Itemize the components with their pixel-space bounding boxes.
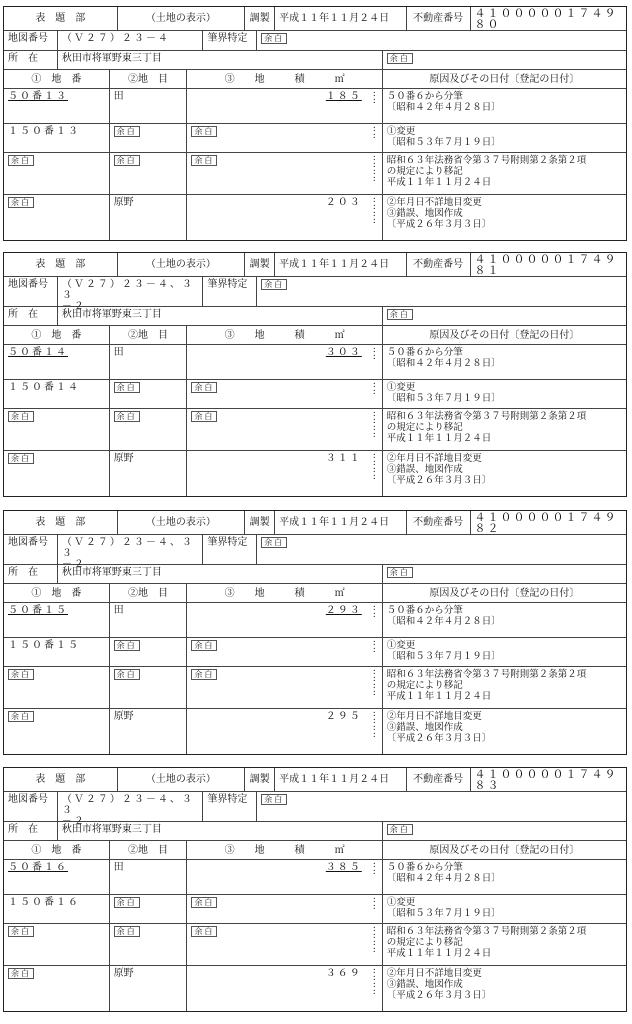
prepared-label: 調製: [245, 7, 275, 30]
record-header: [4, 511, 626, 535]
colon-marks: : : : :: [372, 709, 376, 740]
entry-row: [4, 345, 626, 380]
lot-number: [4, 966, 110, 1011]
prepared-date: 平成１１年１１月２４日: [275, 768, 407, 791]
blank-stamp: 余白: [8, 926, 34, 937]
colon-marks: : : : :: [372, 667, 376, 698]
land-area-cell: [187, 895, 382, 923]
blank-stamp: 余白: [191, 669, 217, 680]
column-header-row: [4, 584, 626, 603]
lot-number: [4, 195, 110, 240]
land-category: [110, 667, 188, 708]
real-estate-no-label: 不動産番号: [407, 768, 471, 791]
land-area: ３８５: [325, 862, 362, 873]
blank-stamp: 余白: [8, 155, 34, 166]
prepared-label: 調製: [245, 253, 275, 276]
real-estate-no: ４１０００００１７４９８１: [474, 252, 618, 277]
column-header-row: [4, 326, 626, 345]
entry-row: [4, 195, 626, 240]
blank-stamp: 余白: [8, 711, 34, 722]
lot-number: [4, 451, 110, 496]
col-cause: 原因及びその日付〔登記の日付〕: [429, 73, 580, 85]
blank-stamp: 余白: [261, 33, 287, 44]
cause-and-date: 昭和６３年法務省令第３７号附則第２条第２項 の規定により移記 平成１１年１１月２４日: [386, 926, 587, 959]
subtitle-label: （土地の表示）: [118, 768, 246, 791]
boundary-label: 筆界特定: [203, 535, 257, 564]
register-record: [3, 6, 627, 241]
lot-number: [4, 667, 110, 708]
entry-row: [4, 709, 626, 754]
cause-and-date: ②年月日不詳地目変更 ③錯誤、地図作成 〔平成２６年３月３日〕: [386, 711, 492, 744]
column-header-row: [4, 70, 626, 89]
map-no: （Ｖ２７）２３－４、３３ －２: [58, 277, 204, 306]
cause-and-date: ①変更 〔昭和５３年７月１９日〕: [386, 897, 501, 919]
entry-row: [4, 860, 626, 895]
title-label: 表 題 部: [4, 7, 118, 30]
blank-stamp: 余白: [8, 968, 34, 979]
colon-marks: : :: [372, 860, 376, 877]
colon-marks: : : : :: [372, 966, 376, 997]
colon-marks: : :: [372, 380, 376, 397]
entry-row: [4, 153, 626, 195]
cause-and-date: ②年月日不詳地目変更 ③錯誤、地図作成 〔平成２６年３月３日〕: [386, 968, 492, 1001]
lot-number: ５０番１４: [4, 345, 110, 379]
col-category: ②地 目: [110, 70, 188, 88]
land-area-cell: [187, 380, 382, 408]
colon-marks: : : : :: [372, 195, 376, 226]
map-row: [4, 792, 626, 827]
colon-marks: : :: [372, 89, 376, 106]
record-header: [4, 7, 626, 31]
land-category: 田: [110, 89, 188, 123]
colon-marks: : : : :: [372, 409, 376, 440]
map-no-label: 地図番号: [4, 277, 58, 306]
blank-stamp: 余白: [8, 197, 34, 208]
map-no-label: 地図番号: [4, 31, 58, 50]
col-area: ③ 地 積 ㎡: [187, 326, 382, 344]
blank-stamp: 余白: [191, 897, 217, 908]
blank-stamp: 余白: [261, 537, 287, 548]
land-category: [110, 638, 188, 666]
register-record: [3, 510, 627, 755]
blank-stamp: 余白: [114, 640, 140, 651]
blank-stamp: 余白: [8, 453, 34, 464]
lot-number: １５０番１４: [4, 380, 110, 408]
blank-stamp: 余白: [114, 155, 140, 166]
land-area-cell: [187, 195, 382, 240]
cause-and-date: ②年月日不詳地目変更 ③錯誤、地図作成 〔平成２６年３月３日〕: [386, 197, 492, 230]
blank-stamp: 余白: [114, 669, 140, 680]
prepared-date: 平成１１年１１月２４日: [275, 253, 407, 276]
land-area-cell: [187, 124, 382, 152]
boundary-value: [257, 277, 626, 306]
land-area-cell: [187, 345, 382, 379]
blank-stamp: 余白: [191, 640, 217, 651]
land-area-cell: [187, 860, 382, 894]
real-estate-no: ４１０００００１７４９８２: [474, 510, 618, 535]
entry-row: [4, 667, 626, 709]
blank-stamp: 余白: [114, 926, 140, 937]
entry-row: [4, 638, 626, 667]
location-label: 所 在: [4, 51, 58, 69]
colon-marks: : : : :: [372, 153, 376, 184]
title-label: 表 題 部: [4, 253, 118, 276]
location-blank: [383, 307, 626, 325]
map-row: [4, 31, 626, 51]
lot-number: １５０番１６: [4, 895, 110, 923]
boundary-label: 筆界特定: [203, 31, 257, 50]
map-no-label: 地図番号: [4, 535, 58, 564]
entry-row: [4, 924, 626, 966]
entry-row: [4, 966, 626, 1011]
land-area: ３０３: [325, 347, 362, 358]
blank-stamp: 余白: [114, 126, 140, 137]
land-area-cell: [187, 153, 382, 194]
colon-marks: : :: [372, 603, 376, 620]
real-estate-no: ４１０００００１７４９８０: [474, 6, 618, 31]
lot-number: [4, 924, 110, 965]
location-blank: [383, 51, 626, 69]
prepared-date: 平成１１年１１月２４日: [275, 511, 407, 534]
blank-stamp: 余白: [191, 926, 217, 937]
colon-marks: : : : :: [372, 451, 376, 482]
title-label: 表 題 部: [4, 768, 118, 791]
land-category: [110, 153, 188, 194]
entry-row: [4, 124, 626, 153]
prepared-label: 調製: [245, 768, 275, 791]
col-area: ③ 地 積 ㎡: [187, 584, 382, 602]
blank-stamp: 余白: [114, 382, 140, 393]
col-category: ②地 目: [110, 326, 188, 344]
col-cause: 原因及びその日付〔登記の日付〕: [429, 844, 580, 856]
blank-stamp: 余白: [261, 794, 287, 805]
colon-marks: : :: [372, 638, 376, 655]
blank-stamp: 余白: [387, 309, 413, 320]
land-area-cell: [187, 409, 382, 450]
register-record: [3, 767, 627, 1012]
col-lot: ① 地 番: [4, 326, 110, 344]
subtitle-label: （土地の表示）: [118, 511, 246, 534]
location-label: 所 在: [4, 565, 58, 583]
lot-number: [4, 153, 110, 194]
col-area: ③ 地 積 ㎡: [187, 70, 382, 88]
col-cause: 原因及びその日付〔登記の日付〕: [429, 587, 580, 599]
col-lot: ① 地 番: [4, 841, 110, 859]
prepared-label: 調製: [245, 511, 275, 534]
location-value: 秋田市将軍野東三丁目: [58, 565, 383, 583]
prepared-date: 平成１１年１１月２４日: [275, 7, 407, 30]
land-category: 原野: [110, 195, 188, 240]
land-category: 田: [110, 603, 188, 637]
record-header: [4, 253, 626, 277]
boundary-label: 筆界特定: [203, 792, 257, 821]
land-area: １８５: [325, 91, 362, 102]
subtitle-label: （土地の表示）: [118, 253, 246, 276]
real-estate-no-label: 不動産番号: [407, 7, 471, 30]
land-area: ２０３: [325, 197, 362, 208]
blank-stamp: 余白: [387, 824, 413, 835]
col-cause: 原因及びその日付〔登記の日付〕: [429, 329, 580, 341]
boundary-value: [257, 792, 626, 821]
location-label: 所 在: [4, 822, 58, 840]
col-category: ②地 目: [110, 584, 188, 602]
map-no-label: 地図番号: [4, 792, 58, 821]
blank-stamp: 余白: [387, 567, 413, 578]
location-row: [4, 822, 626, 841]
real-estate-no: ４１０００００１７４９８３: [474, 767, 618, 792]
cause-and-date: ①変更 〔昭和５３年７月１９日〕: [386, 382, 501, 404]
land-area-cell: [187, 603, 382, 637]
land-area-cell: [187, 667, 382, 708]
land-area-cell: [187, 709, 382, 754]
cause-and-date: 昭和６３年法務省令第３７号附則第２条第２項 の規定により移記 平成１１年１１月２４日: [386, 411, 587, 444]
blank-stamp: 余白: [114, 411, 140, 422]
blank-stamp: 余白: [261, 279, 287, 290]
col-category: ②地 目: [110, 841, 188, 859]
lot-number: １５０番１３: [4, 124, 110, 152]
cause-and-date: ５０番６から分筆 〔昭和４２年４月２８日〕: [386, 91, 501, 113]
location-row: [4, 51, 626, 70]
land-area: ３１１: [325, 453, 362, 464]
column-header-row: [4, 841, 626, 860]
blank-stamp: 余白: [8, 411, 34, 422]
map-no: （Ｖ２７）２３－４、３３ －２: [58, 792, 204, 821]
location-value: 秋田市将軍野東三丁目: [58, 822, 383, 840]
lot-number: [4, 709, 110, 754]
cause-and-date: ５０番６から分筆 〔昭和４２年４月２８日〕: [386, 862, 501, 884]
entry-row: [4, 895, 626, 924]
cause-and-date: 昭和６３年法務省令第３７号附則第２条第２項 の規定により移記 平成１１年１１月２４日: [386, 669, 587, 702]
boundary-value: [257, 31, 626, 50]
blank-stamp: 余白: [387, 53, 413, 64]
entry-row: [4, 451, 626, 496]
cause-and-date: ①変更 〔昭和５３年７月１９日〕: [386, 126, 501, 148]
blank-stamp: 余白: [191, 155, 217, 166]
cause-and-date: ５０番６から分筆 〔昭和４２年４月２８日〕: [386, 605, 501, 627]
location-row: [4, 307, 626, 326]
title-label: 表 題 部: [4, 511, 118, 534]
land-area: ３６９: [325, 968, 362, 979]
record-header: [4, 768, 626, 792]
cause-and-date: ②年月日不詳地目変更 ③錯誤、地図作成 〔平成２６年３月３日〕: [386, 453, 492, 486]
blank-stamp: 余白: [191, 382, 217, 393]
land-category: 田: [110, 345, 188, 379]
lot-number: ５０番１５: [4, 603, 110, 637]
land-category: 原野: [110, 709, 188, 754]
colon-marks: : :: [372, 124, 376, 141]
location-blank: [383, 565, 626, 583]
entry-row: [4, 603, 626, 638]
colon-marks: : :: [372, 895, 376, 912]
blank-stamp: 余白: [8, 669, 34, 680]
cause-and-date: ５０番６から分筆 〔昭和４２年４月２８日〕: [386, 347, 501, 369]
subtitle-label: （土地の表示）: [118, 7, 246, 30]
land-area-cell: [187, 966, 382, 1011]
lot-number: [4, 409, 110, 450]
col-lot: ① 地 番: [4, 584, 110, 602]
location-row: [4, 565, 626, 584]
col-lot: ① 地 番: [4, 70, 110, 88]
location-blank: [383, 822, 626, 840]
land-category: [110, 895, 188, 923]
real-estate-no-label: 不動産番号: [407, 253, 471, 276]
land-category: [110, 124, 188, 152]
map-no: （Ｖ２７）２３－４: [58, 31, 204, 50]
lot-number: １５０番１５: [4, 638, 110, 666]
land-category: 原野: [110, 451, 188, 496]
land-category: [110, 380, 188, 408]
land-area: ２９５: [325, 711, 362, 722]
entry-row: [4, 380, 626, 409]
location-label: 所 在: [4, 307, 58, 325]
cause-and-date: 昭和６３年法務省令第３７号附則第２条第２項 の規定により移記 平成１１年１１月２４日: [386, 155, 587, 188]
register-record: [3, 252, 627, 497]
lot-number: ５０番１３: [4, 89, 110, 123]
boundary-value: [257, 535, 626, 564]
real-estate-no-label: 不動産番号: [407, 511, 471, 534]
colon-marks: : :: [372, 345, 376, 362]
land-area: ２９３: [325, 605, 362, 616]
cause-and-date: ①変更 〔昭和５３年７月１９日〕: [386, 640, 501, 662]
land-area-cell: [187, 638, 382, 666]
blank-stamp: 余白: [191, 126, 217, 137]
land-category: [110, 409, 188, 450]
land-category: [110, 924, 188, 965]
land-area-cell: [187, 451, 382, 496]
location-value: 秋田市将軍野東三丁目: [58, 307, 383, 325]
land-area-cell: [187, 89, 382, 123]
land-area-cell: [187, 924, 382, 965]
map-row: [4, 277, 626, 312]
boundary-label: 筆界特定: [203, 277, 257, 306]
entry-row: [4, 409, 626, 451]
map-row: [4, 535, 626, 570]
blank-stamp: 余白: [191, 411, 217, 422]
location-value: 秋田市将軍野東三丁目: [58, 51, 383, 69]
land-category: 原野: [110, 966, 188, 1011]
colon-marks: : : : :: [372, 924, 376, 955]
map-no: （Ｖ２７）２３－４、３３ －２: [58, 535, 204, 564]
col-area: ③ 地 積 ㎡: [187, 841, 382, 859]
entry-row: [4, 89, 626, 124]
blank-stamp: 余白: [114, 897, 140, 908]
lot-number: ５０番１６: [4, 860, 110, 894]
land-category: 田: [110, 860, 188, 894]
